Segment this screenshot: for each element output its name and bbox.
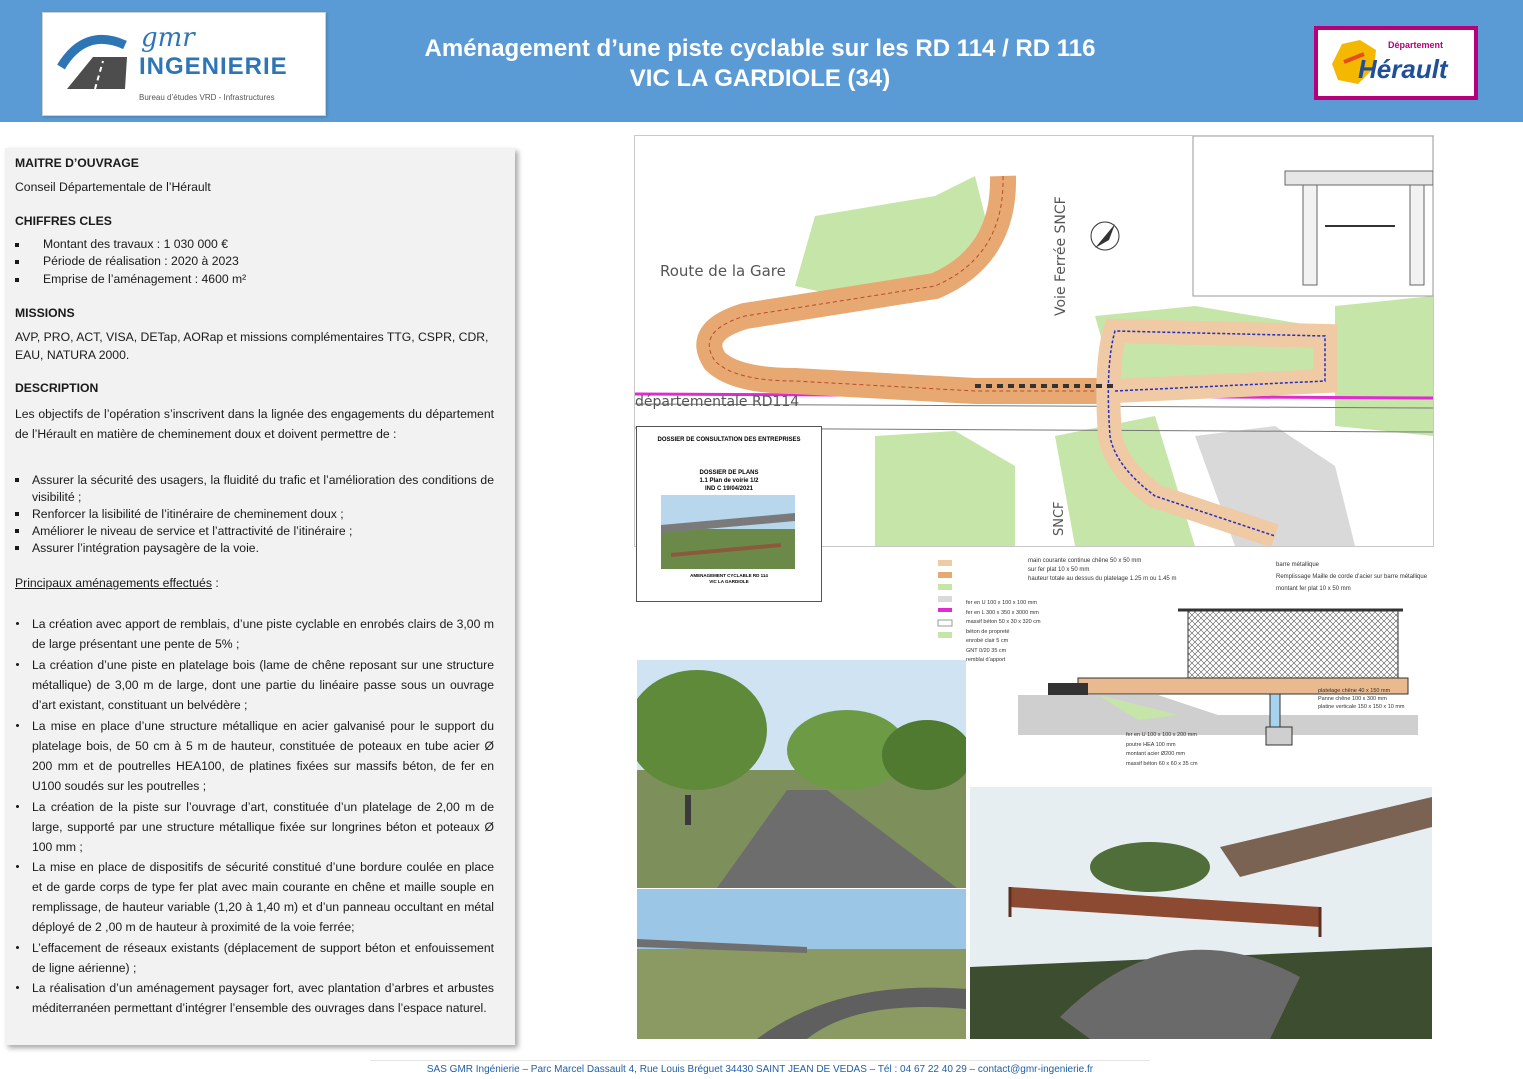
gmr-ingenierie-logo — [42, 12, 326, 116]
footer-contact: SAS GMR Ingénierie – Parc Marcel Dassault 4, Rue Louis Bréguet 34430 SAINT JEAN DE VEDAS – Tél : 04 67 22 40 29 – contact@gmr-ingenierie.fr — [370, 1060, 1150, 1079]
header-banner — [0, 0, 1523, 122]
railing-detail-drawing — [958, 555, 1432, 785]
herault-departement-label: Département — [1388, 40, 1444, 50]
amenagement-item: La réalisation d’un aménagement paysager fort, avec plantation d’arbres et arbustes méditerranéen permettant d’intégrer l’ensemble des ouvrages dans l’espace naturel. — [15, 978, 494, 1018]
rd114-label: départementale RD114 — [635, 394, 800, 410]
detail-labels-right-bottom: platelage chêne 40 x 150 mm Panne chêne 100 x 300 mm platine verticale 150 x 150 x 10 mm — [1318, 688, 1405, 710]
cycle-path-bridge-photo — [637, 889, 966, 1039]
chiffre-item: Période de réalisation : 2020 à 2023 — [15, 254, 494, 268]
rail-label: Voie Ferrée SNCF — [1053, 196, 1069, 316]
dossier-footer: AMENAGEMENT CYCLABLE RD 114 VIC LA GARDIOLE — [690, 573, 768, 584]
amenagement-item: La création de la piste sur l’ouvrage d’art, constituée d’un platelage de 2,00 m de large, supporté par une structure métallique fixée sur longrines béton et poteaux Ø 100 mm ; — [15, 797, 494, 857]
maitre-ouvrage-heading: MAITRE D’OUVRAGE — [15, 156, 139, 170]
gmr-letters: gmr — [141, 23, 195, 53]
title-line-1: Aménagement d’une piste cyclable sur les RD 114 / RD 116 — [424, 35, 1096, 62]
herault-name: Hérault — [1358, 54, 1448, 84]
legend-strip — [936, 556, 954, 656]
gmr-tagline: Bureau d’études VRD - Infrastructures — [139, 93, 275, 102]
boardwalk-render-photo — [970, 787, 1432, 1039]
missions-text: AVP, PRO, ACT, VISA, DETap, AORap et missions complémentaires TTG, CSPR, CDR, EAU, NATURA 2000. — [15, 330, 489, 362]
amenagement-item: La création avec apport de remblais, d’une piste cyclable en enrobés clairs de 3,00 m de large présentant une pente de 5% ; — [15, 614, 494, 654]
amenagement-item: La mise en place d’une structure métallique en acier galvanisé pour le support du platelage bois, de 50 cm à 5 m de hauteur, constituée de poteaux en tube acier Ø 200 mm et de poutrelles HEA100, de platines fixées sur massifs béton, de fer en U100 soudés sur les poutrelles ; — [15, 716, 494, 796]
objective-item: Assurer la sécurité des usagers, la fluidité du trafic et l’amélioration des conditions de visibilité ; — [15, 472, 494, 506]
detail-labels-right-top: barre métallique Remplissage Maille de corde d’acier sur barre métallique montant fer plat 10 x 50 mm — [1276, 562, 1428, 592]
herault-logo — [1314, 26, 1478, 100]
page-title — [380, 34, 1140, 94]
description-heading: DESCRIPTION — [15, 381, 99, 395]
chiffres-cles-heading: CHIFFRES CLES — [15, 214, 112, 228]
road-label: Route de la Gare — [660, 262, 786, 280]
dossier-consultation-card — [636, 426, 822, 602]
maitre-ouvrage-text: Conseil Départementale de l’Hérault — [15, 180, 211, 194]
detail-labels-bottom: fer en U 100 x 100 x 200 mm poutre HEA 100 mm montant acier Ø200 mm massif béton 60 x 60 x 35 cm — [1126, 732, 1198, 767]
objective-item: Améliorer le niveau de service et l’attractivité de l’itinéraire ; — [15, 523, 494, 540]
chiffre-item: Montant des travaux : 1 030 000 € — [15, 237, 494, 251]
objective-item: Assurer l’intégration paysagère de la voie. — [15, 540, 494, 557]
missions-heading: MISSIONS — [15, 306, 75, 320]
description-text: Les objectifs de l’opération s’inscrivent dans la lignée des engagements du département de l’Hérault en matière de cheminement doux et doivent permettre de : — [15, 407, 494, 441]
detail-labels-left: fer en U 100 x 100 x 100 mm fer en L 300 x 350 x 3000 mm massif béton 50 x 30 x 320 cm béton de propreté enrobé clair 5 cm GNT 0/20 35 cm remblai d’apport — [966, 600, 1041, 663]
title-line-2: VIC LA GARDIOLE (34) — [629, 65, 891, 92]
chiffre-item: Emprise de l’aménagement : 4600 m² — [15, 272, 494, 286]
dossier-subtitle: DOSSIER DE PLANS 1.1 Plan de voirie 1/2 IND C 19/04/2021 — [699, 470, 759, 492]
gmr-logo-mark-icon — [55, 27, 135, 97]
sncf-label: SNCF — [1052, 501, 1067, 536]
dossier-title: DOSSIER DE CONSULTATION DES ENTREPRISES — [657, 437, 801, 443]
amenagements-heading: Principaux aménagements effectués : — [15, 576, 219, 590]
dossier-thumbnail-image — [661, 495, 795, 569]
amenagement-item: L’effacement de réseaux existants (déplacement de support béton et enfouissement de ligne aérienne) ; — [15, 938, 494, 978]
cycle-path-trees-photo — [637, 660, 966, 888]
amenagement-item: La création d’une piste en platelage bois (lame de chêne reposant sur une structure métallique) de 3,00 m de large, dont une partie du linéaire passe sous un ouvrage d’art existant, constituant un belvédère ; — [15, 655, 494, 715]
objective-item: Renforcer la lisibilité de l’itinéraire de cheminement doux ; — [15, 506, 494, 523]
ingenierie-letters: INGENIERIE — [139, 53, 288, 80]
amenagement-item: La mise en place de dispositifs de sécurité constitué d’une bordure coulée en place et de garde corps de type fer plat avec main courante en chêne et maille souple en remplissage, de hauteur variable (1,20 à 1,40 m) et d’un panneau occultant en métal déployé de 2 ,00 m de hauteur à proximité de la voie ferrée; — [15, 857, 494, 937]
project-info-panel — [5, 148, 515, 1045]
detail-labels-top: main courante continue chêne 50 x 50 mm sur fer plat 10 x 50 mm hauteur totale au dessus du platelage 1.25 m ou 1.45 m — [1028, 558, 1177, 582]
